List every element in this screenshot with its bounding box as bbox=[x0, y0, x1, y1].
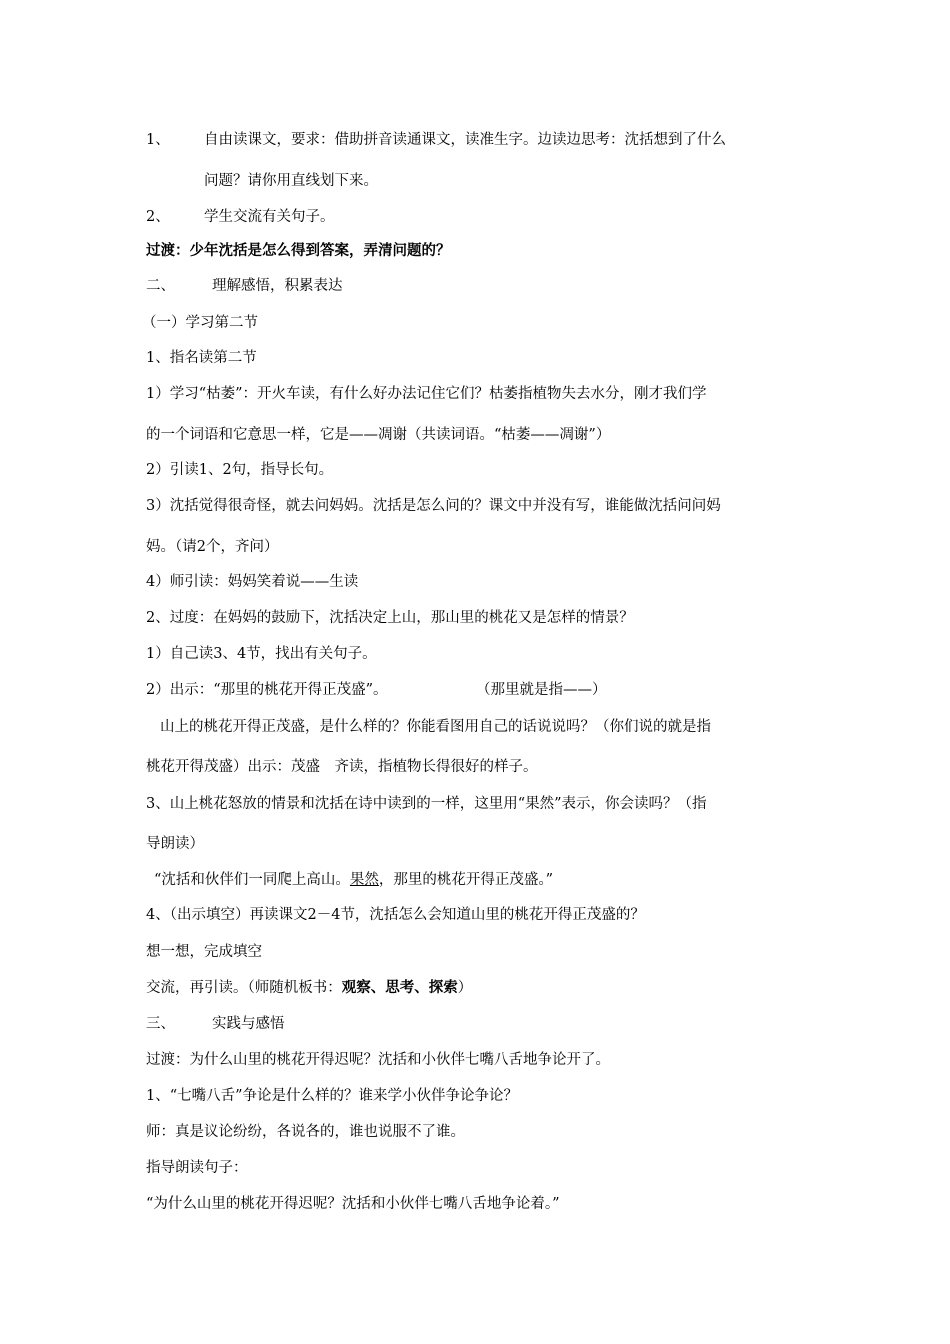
underlined-word: 果然 bbox=[349, 872, 379, 888]
board-keywords: 观察、思考、探索 bbox=[341, 979, 458, 996]
paragraph-text: 3）沈括觉得很奇怪，就去问妈妈。沈括是怎么问的？课文中并没有写，谁能做沈括问问妈 bbox=[146, 498, 721, 514]
paragraph-text: 1、“七嘴八舌”争论是什么样的？谁来学小伙伴争论争论？ bbox=[146, 1088, 519, 1104]
subsection-title: （一）学习第二节 bbox=[142, 315, 258, 331]
list-number: 2、 bbox=[146, 209, 170, 225]
text-end: ） bbox=[457, 980, 473, 996]
paragraph-text bbox=[146, 979, 472, 997]
paragraph-text: 2）出示：“那里的桃花开得正茂盛”。 bbox=[146, 682, 388, 698]
paragraph-text: 妈。（请2个，齐问） bbox=[146, 539, 279, 555]
paragraph-text: 2、过度：在妈妈的鼓励下，沈括决定上山，那山里的桃花又是怎样的情景？ bbox=[146, 610, 634, 626]
paragraph-text: 的一个词语和它意思一样，它是——凋谢（共读词语。“枯萎——凋谢”） bbox=[146, 427, 611, 443]
section-title: 实践与感悟 bbox=[212, 1016, 285, 1032]
paragraph-text: 师：真是议论纷纷，各说各的，谁也说服不了谁。 bbox=[146, 1124, 465, 1140]
paragraph-text: 过渡：为什么山里的桃花开得迟呢？沈括和小伙伴七嘴八舌地争论开了。 bbox=[146, 1052, 610, 1068]
paragraph-text: 桃花开得茂盛）出示：茂盛 齐读，指植物长得很好的样子。 bbox=[146, 759, 538, 775]
paragraph-text: 学生交流有关句子。 bbox=[204, 209, 335, 225]
list-number: 1、 bbox=[146, 132, 170, 148]
paragraph-text: 3、山上桃花怒放的情景和沈括在诗中读到的一样，这里用“果然”表示，你会读吗？（指 bbox=[146, 796, 707, 812]
paragraph-text: 指导朗读句子： bbox=[146, 1160, 248, 1176]
section-number: 三、 bbox=[146, 1016, 175, 1032]
paragraph-text: 1、指名读第二节 bbox=[146, 350, 257, 366]
paragraph-text: 1）自己读3、4节，找出有关句子。 bbox=[146, 646, 377, 662]
quote-text-start: “沈括和伙伴们一同爬上高山。 bbox=[154, 872, 350, 888]
section-title: 理解感悟，积累表达 bbox=[212, 278, 343, 294]
quote-text-end: ，那里的桃花开得正茂盛。” bbox=[378, 872, 554, 888]
paragraph-text: 4）师引读：妈妈笑着说——生读 bbox=[146, 574, 359, 590]
transition-heading: 过渡：少年沈括是怎么得到答案，弄清问题的？ bbox=[146, 242, 451, 259]
quote-text bbox=[154, 871, 553, 889]
text-start: 交流，再引读。（师随机板书： bbox=[146, 980, 342, 996]
paragraph-text: 想一想，完成填空 bbox=[146, 944, 262, 960]
paragraph-text: 导朗读） bbox=[146, 836, 204, 852]
paragraph-text: 山上的桃花开得正茂盛，是什么样的？你能看图用自己的话说说吗？（你们说的就是指 bbox=[160, 719, 711, 735]
paragraph-text: （那里就是指——） bbox=[476, 682, 607, 698]
quote-text: “为什么山里的桃花开得迟呢？沈括和小伙伴七嘴八舌地争论着。” bbox=[146, 1196, 560, 1212]
paragraph-text: 4、（出示填空）再读课文2－4节，沈括怎么会知道山里的桃花开得正茂盛的？ bbox=[146, 907, 645, 923]
paragraph-text: 1）学习“枯萎”：开火车读，有什么好办法记住它们？枯萎指植物失去水分，刚才我们学 bbox=[146, 386, 707, 402]
paragraph-text: 自由读课文，要求：借助拼音读通课文，读准生字。边读边思考：沈括想到了什么 bbox=[204, 132, 726, 148]
paragraph-text: 问题？请你用直线划下来。 bbox=[204, 173, 378, 189]
section-number: 二、 bbox=[146, 278, 175, 294]
paragraph-text: 2）引读1、2句，指导长句。 bbox=[146, 462, 334, 478]
